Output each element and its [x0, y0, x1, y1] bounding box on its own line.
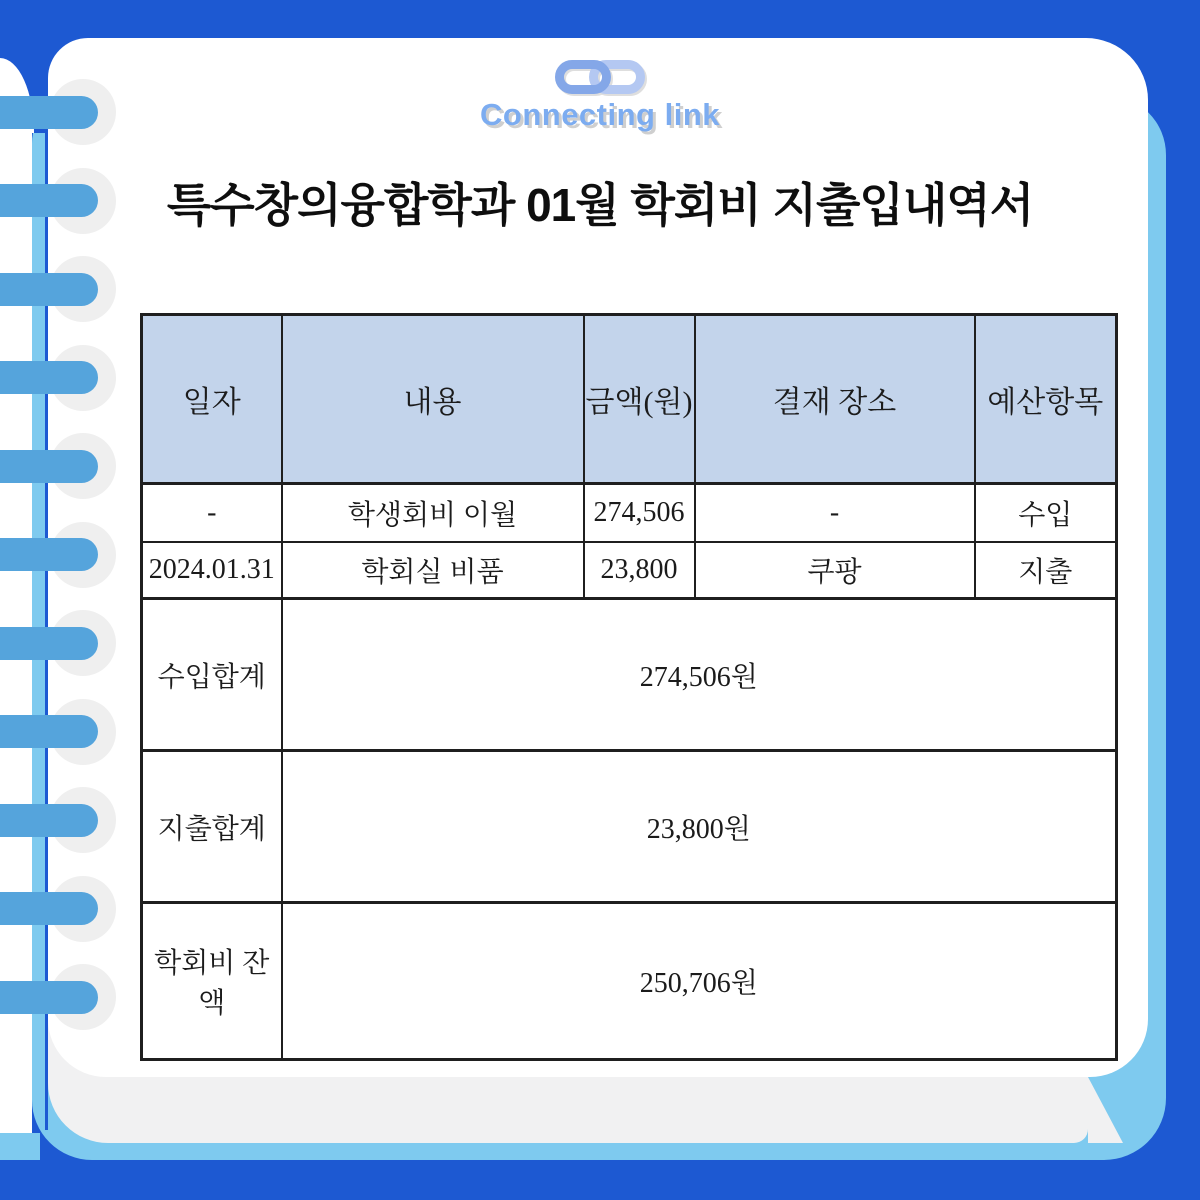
header-cell-date: 일자: [142, 315, 282, 484]
binder-ring: [0, 450, 98, 483]
cell-place: 쿠팡: [695, 542, 975, 599]
summary-row-expense-total: [142, 751, 1117, 903]
binder-ring: [0, 538, 98, 571]
binder-ring: [0, 981, 98, 1014]
header-cell-description: 내용: [282, 315, 584, 484]
ledger-header-row: [142, 315, 1117, 484]
cell-description: 학생회비 이월: [282, 484, 584, 542]
ledger-row: [142, 542, 1117, 599]
summary-value-expense-total: 23,800원: [282, 751, 1117, 903]
binder-ring: [0, 892, 98, 925]
summary-label-income-total: 수입합계: [142, 599, 282, 751]
notebook-back-cover-edge: [0, 1133, 40, 1160]
logo: [0, 58, 1200, 133]
header-cell-category: 예산항목: [975, 315, 1117, 484]
summary-value-balance: 250,706원: [282, 903, 1117, 1060]
binder-ring: [0, 273, 98, 306]
summary-label-balance: 학회비 잔액: [142, 903, 282, 1060]
binder-ring: [0, 715, 98, 748]
ledger-table: [140, 313, 1118, 1061]
binder-ring: [0, 627, 98, 660]
header-cell-place: 결재 장소: [695, 315, 975, 484]
logo-text: Connecting link: [480, 97, 720, 132]
cell-category: 지출: [975, 542, 1117, 599]
cell-date: -: [142, 484, 282, 542]
binder-ring: [0, 804, 98, 837]
binder-ring: [0, 361, 98, 394]
summary-row-income-total: [142, 599, 1117, 751]
cell-date: 2024.01.31: [142, 542, 282, 599]
cell-place: -: [695, 484, 975, 542]
cell-description: 학회실 비품: [282, 542, 584, 599]
summary-value-income-total: 274,506원: [282, 599, 1117, 751]
ledger-row: [142, 484, 1117, 542]
page-title: 특수창의융합학과 01월 학회비 지출입내역서: [166, 179, 1034, 231]
cell-category: 수입: [975, 484, 1117, 542]
summary-row-balance: [142, 903, 1117, 1060]
cell-amount: 274,506: [584, 484, 695, 542]
cell-amount: 23,800: [584, 542, 695, 599]
header-cell-amount: 금액(원): [584, 315, 695, 484]
chain-link-icon: [554, 58, 646, 96]
summary-label-expense-total: 지출합계: [142, 751, 282, 903]
